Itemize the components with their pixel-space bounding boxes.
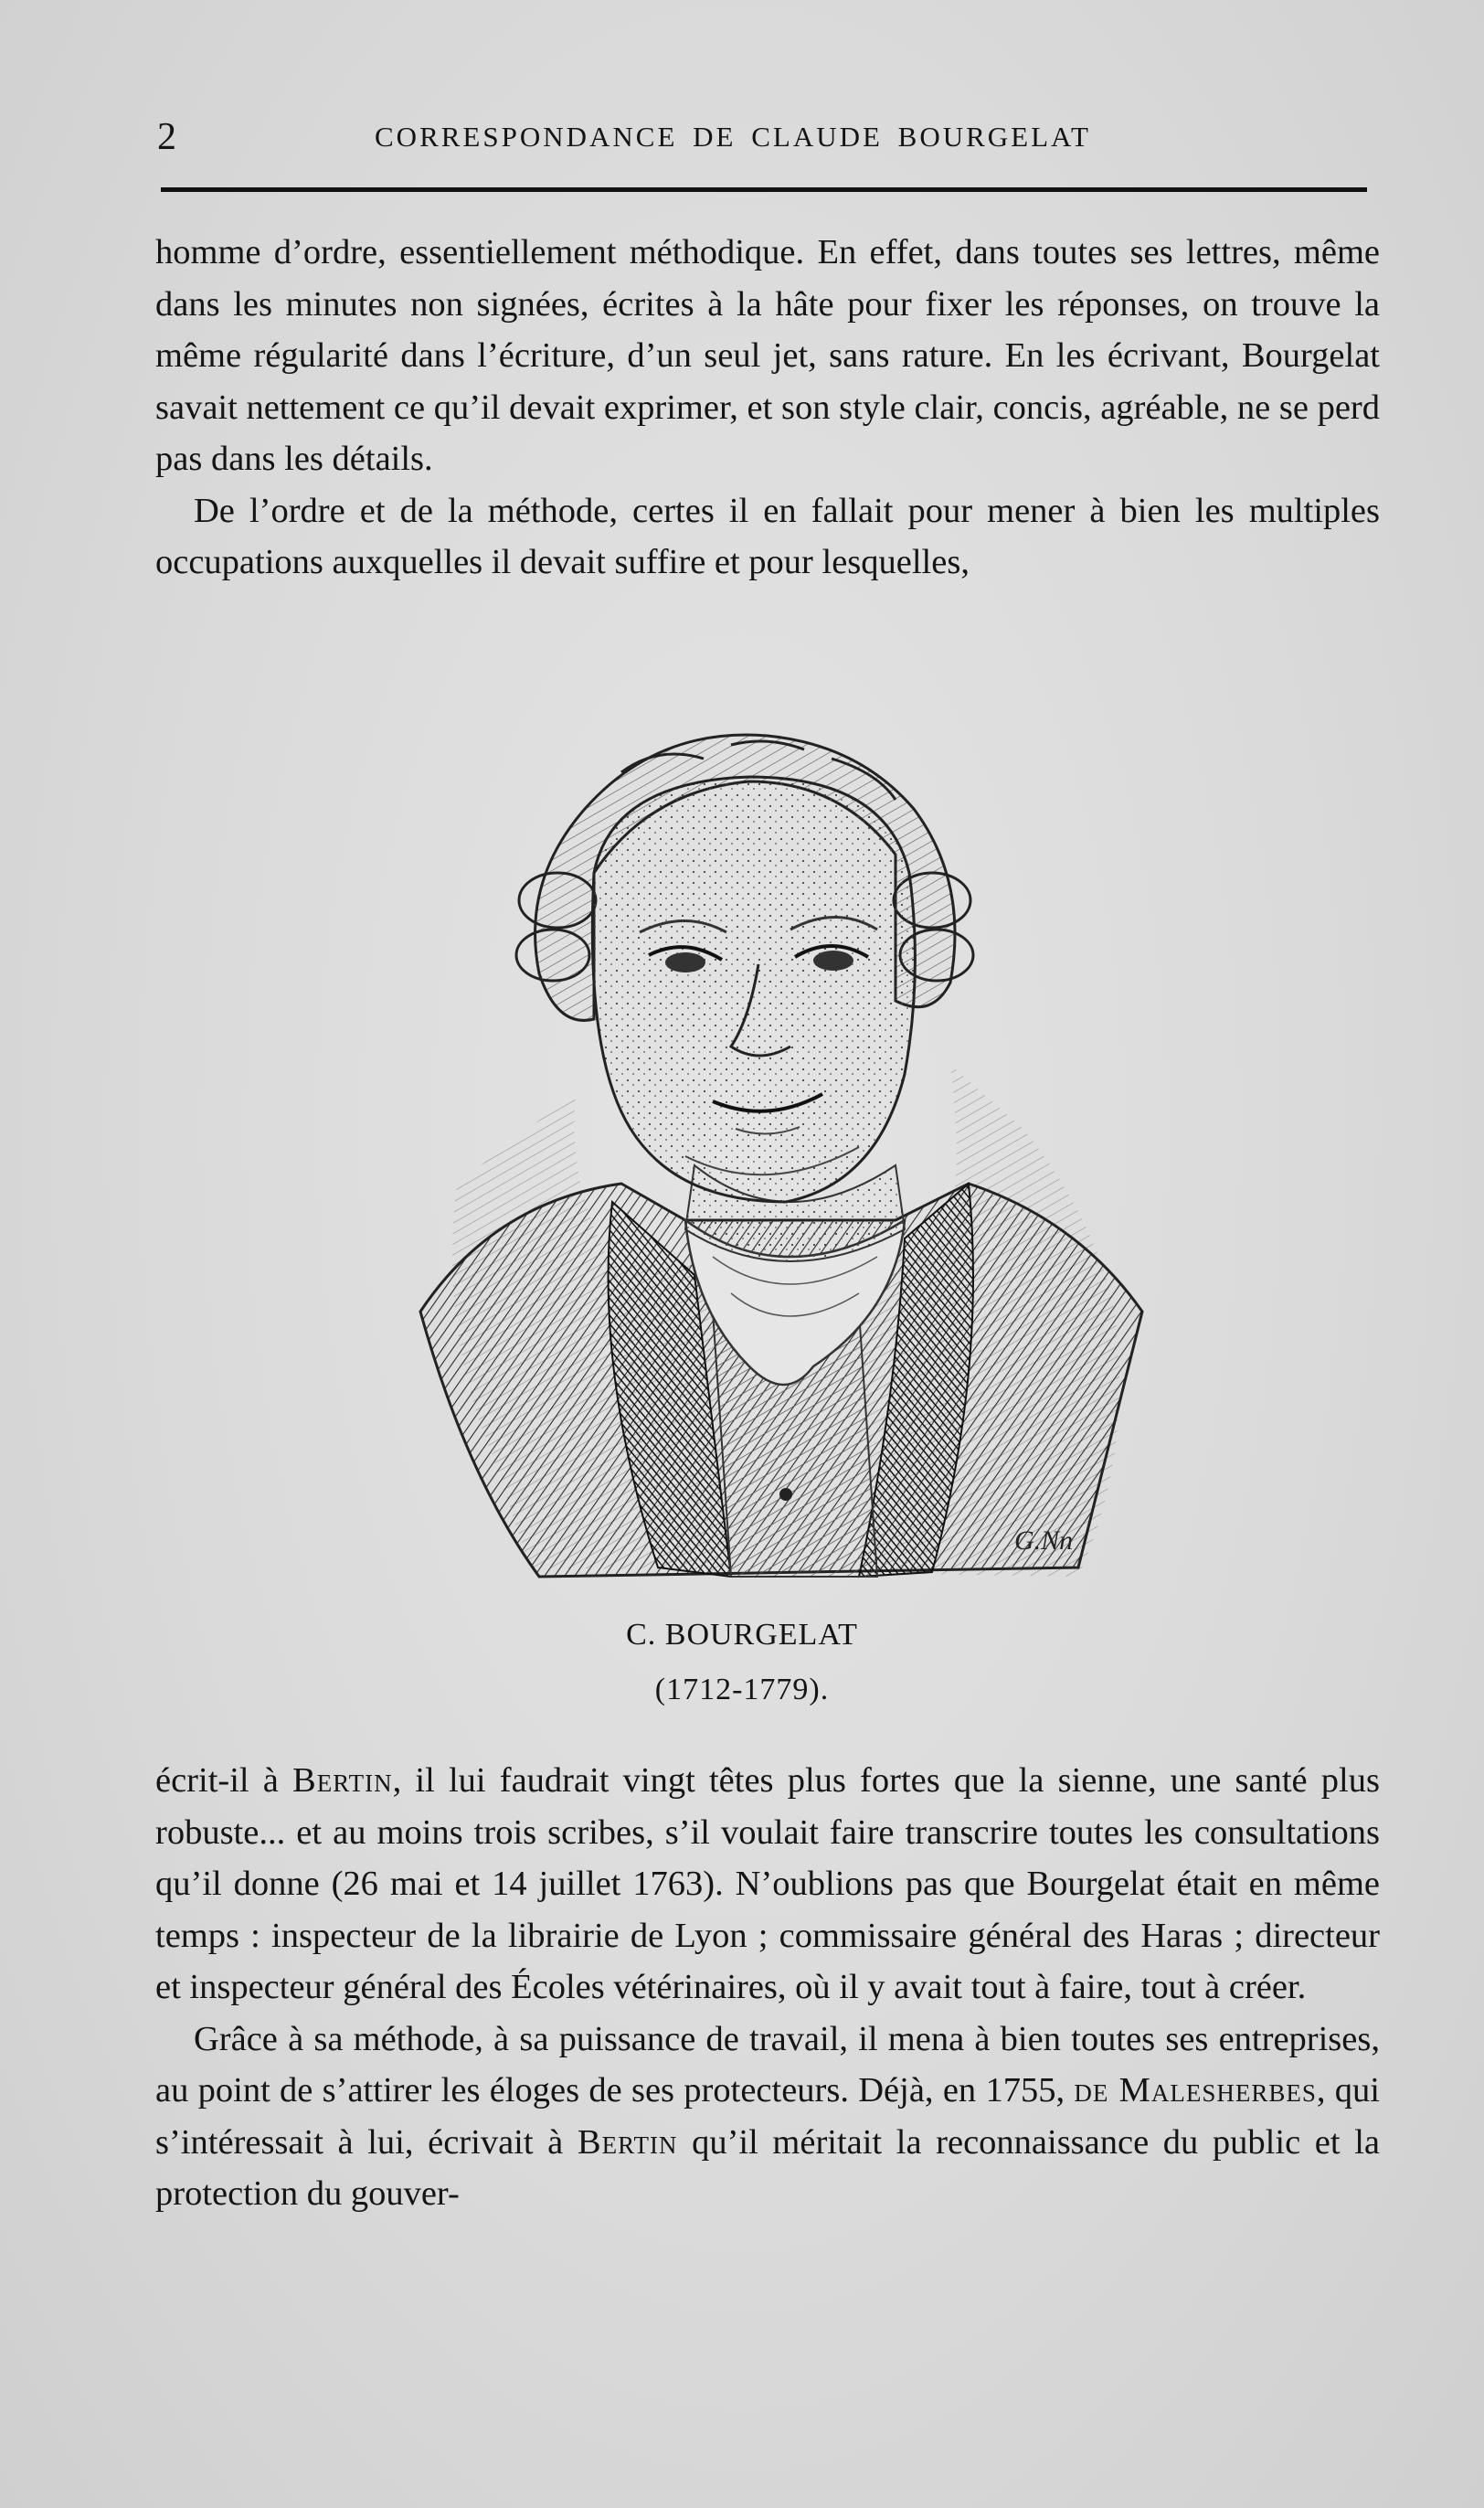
paragraph (155, 1755, 1380, 2014)
text-run: qu’il méritait la reconnaissance du public et la protection du gouver- (155, 2122, 1380, 2213)
engraver-signature: G.Nn (1014, 1525, 1074, 1556)
text-run: Grâce à sa méthode, à sa puissance de travail, il mena à bien toutes ses entreprises, au point de s’attirer les éloges de ses protecteurs. Déjà, en 1755, (155, 2019, 1380, 2109)
portrait-engraving (384, 672, 1170, 1586)
person-name: de Malesherbes (1074, 2071, 1317, 2109)
page-number: 2 (157, 116, 176, 158)
running-title: CORRESPONDANCE DE CLAUDE BOURGELAT (375, 121, 1091, 153)
text-run: , il lui faudrait vingt têtes plus fortes que la sienne, une santé plus robuste... et au moins trois scribes, s’il voulait faire transcrire toutes les consultations qu’il donne (26 mai et 14 juillet 1763). N’oublions pas que Bourgelat était en même temps : inspecteur de la librairie de Lyon ; commissaire général des Haras ; directeur et inspecteur général des Écoles vétérinaires, où il y avait tout à faire, tout à créer. (155, 1761, 1380, 2006)
figure-caption-dates: (1712-1779). (654, 1673, 830, 1706)
paragraph (155, 2014, 1380, 2220)
figure-caption-name: C. BOURGELAT (626, 1618, 858, 1652)
paragraph: De l’ordre et de la méthode, certes il en fallait pour mener à bien les multiples occupations auxquelles il devait suffire et pour lesquelles, (155, 491, 1380, 581)
text-run: , qui s’intéressait à lui, écrivait à (155, 2071, 1380, 2162)
header-rule (161, 187, 1367, 192)
paragraph: homme d’ordre, essentiellement méthodique. En effet, dans toutes ses lettres, même dans les minutes non signées, écrites à la hâte pour fixer les réponses, on trouve la même régularité dans l’écriture, d’un seul jet, sans rature. En les écrivant, Bourgelat savait nettement ce qu’il devait exprimer, et son style clair, concis, agréable, ne se perd pas dans les détails. (155, 233, 1380, 478)
text-block-bottom (155, 1755, 1380, 2220)
running-head (155, 108, 1380, 163)
text-run: écrit-il à (155, 1761, 293, 1800)
text-block-top (155, 227, 1380, 589)
person-name: Bertin (577, 2122, 678, 2162)
person-name: Bertin (292, 1761, 393, 1800)
